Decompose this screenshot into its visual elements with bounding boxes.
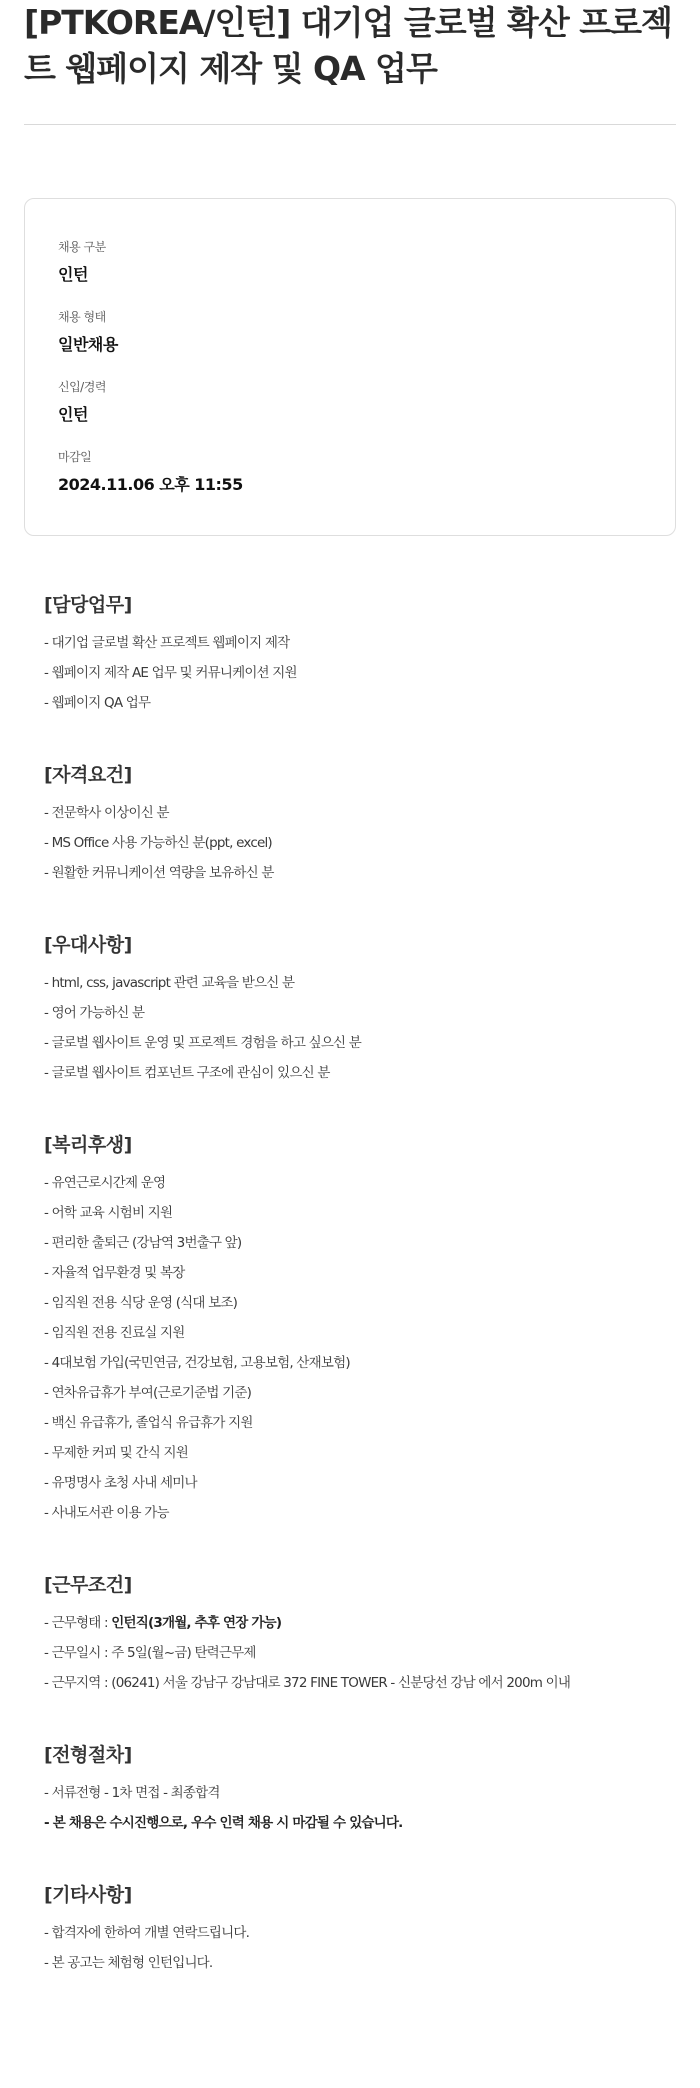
employment-category: [58, 239, 106, 285]
list-item: - 웹페이지 제작 AE 업무 및 커뮤니케이션 지원: [44, 665, 297, 681]
section-heading: [전형절차]: [44, 1744, 132, 1766]
page-title: [PTKOREA/인턴] 대기업 글로벌 확산 프로젝트 웹페이지 제작 및 QA 업무: [24, 3, 672, 88]
list-item: - 편리한 출퇴근 (강남역 3번출구 앞): [44, 1235, 242, 1251]
list-item: - 어학 교육 시험비 지원: [44, 1205, 173, 1221]
work-type-value: 인턴직(3개월, 추후 연장 가능): [111, 1615, 282, 1631]
list-item: - 전문학사 이상이신 분: [44, 805, 169, 821]
section-heading: [자격요건]: [44, 764, 132, 786]
list-item: - 무제한 커피 및 간식 지원: [44, 1445, 188, 1461]
section-process: [44, 1740, 664, 1838]
process-steps-line: - 서류전형 - 1차 면접 - 최종합격: [44, 1785, 220, 1801]
employment-type-value: 일반채용: [58, 335, 118, 354]
employment-type: [58, 309, 118, 355]
list-item: - 본 공고는 체험형 인턴입니다.: [44, 1955, 213, 1971]
work-type-prefix: - 근무형태 :: [44, 1615, 112, 1631]
list-item: - 임직원 전용 식당 운영 (식대 보조): [44, 1295, 238, 1311]
list-item: - html, css, javascript 관련 교육을 받으신 분: [44, 975, 295, 991]
section-preferred: [44, 930, 664, 1088]
career-level: [58, 379, 106, 425]
deadline: [58, 449, 243, 495]
deadline-label: 마감일: [58, 450, 92, 464]
list-item: - 연차유급휴가 부여(근로기준법 기준): [44, 1385, 252, 1401]
list-item: - 웹페이지 QA 업무: [44, 695, 151, 711]
list-item: - 백신 유급휴가, 졸업식 유급휴가 지원: [44, 1415, 253, 1431]
list-item: - 유연근로시간제 운영: [44, 1175, 166, 1191]
process-notice-text: - 본 채용은 수시진행으로, 우수 인력 채용 시 마감될 수 있습니다.: [44, 1815, 403, 1831]
list-item: - 유명명사 초청 사내 세미나: [44, 1475, 197, 1491]
deadline-value: 2024.11.06 오후 11:55: [58, 475, 243, 494]
employment-category-label: 채용 구분: [58, 240, 106, 254]
section-qualifications: [44, 760, 664, 888]
list-item: - 영어 가능하신 분: [44, 1005, 145, 1021]
section-conditions: [44, 1570, 664, 1698]
section-benefits: [44, 1130, 664, 1528]
section-heading: [근무조건]: [44, 1574, 132, 1596]
title-divider: [24, 124, 676, 125]
career-level-value: 인턴: [58, 405, 88, 424]
list-item: - 글로벌 웹사이트 컴포넌트 구조에 관심이 있으신 분: [44, 1065, 330, 1081]
section-heading: [복리후생]: [44, 1134, 132, 1156]
employment-type-label: 채용 형태: [58, 310, 106, 324]
list-item: - 대기업 글로벌 확산 프로젝트 웹페이지 제작: [44, 635, 290, 651]
list-item: - MS Office 사용 가능하신 분(ppt, excel): [44, 835, 272, 851]
section-duties: [44, 590, 664, 718]
list-item: - 자율적 업무환경 및 복장: [44, 1265, 185, 1281]
work-type-line: [44, 1608, 664, 1638]
list-item: - 임직원 전용 진료실 지원: [44, 1325, 185, 1341]
employment-category-value: 인턴: [58, 265, 88, 284]
list-item: - 4대보험 가입(국민연금, 건강보험, 고용보험, 산재보험): [44, 1355, 350, 1371]
work-location-line: - 근무지역 : (06241) 서울 강남구 강남대로 372 FINE TOWER - 신분당선 강남 에서 200m 이내: [44, 1675, 571, 1691]
work-schedule-line: - 근무일시 : 주 5일(월~금) 탄력근무제: [44, 1645, 256, 1661]
list-item: - 사내도서관 이용 가능: [44, 1505, 169, 1521]
list-item: - 합격자에 한하여 개별 연락드립니다.: [44, 1925, 250, 1941]
list-item: - 글로벌 웹사이트 운영 및 프로젝트 경험을 하고 싶으신 분: [44, 1035, 362, 1051]
list-item: - 원활한 커뮤니케이션 역량을 보유하신 분: [44, 865, 274, 881]
section-heading: [우대사항]: [44, 934, 132, 956]
job-description: [44, 590, 664, 2020]
process-notice-line: [44, 1808, 664, 1838]
job-summary-card: [24, 198, 676, 536]
section-others: [44, 1880, 664, 1978]
career-level-label: 신입/경력: [58, 380, 106, 394]
section-heading: [기타사항]: [44, 1884, 132, 1906]
section-heading: [담당업무]: [44, 594, 132, 616]
